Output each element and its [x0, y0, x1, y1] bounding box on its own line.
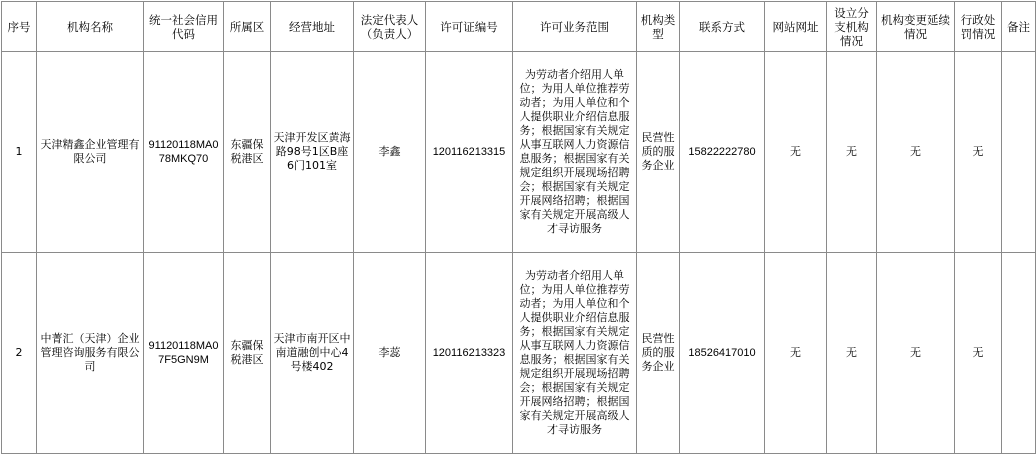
cell-legal-rep: 李鑫: [354, 52, 426, 253]
header-index: 序号: [2, 2, 37, 52]
cell-remarks: [1002, 253, 1036, 454]
cell-penalties: 无: [955, 52, 1002, 253]
cell-contact: 18526417010: [680, 253, 765, 454]
cell-changes: 无: [877, 253, 955, 454]
header-changes: 机构变更延续情况: [877, 2, 955, 52]
license-registry-table: [1, 1, 1036, 454]
cell-org-type: 民营性质的服务企业: [637, 52, 680, 253]
cell-district: 东疆保税港区: [224, 253, 271, 454]
table-row: [2, 253, 1036, 454]
cell-org-type: 民营性质的服务企业: [637, 253, 680, 454]
cell-credit-code: 91120118MA07F5GN9M: [144, 253, 224, 454]
table-header-row: [2, 2, 1036, 52]
cell-legal-rep: 李蕊: [354, 253, 426, 454]
header-branches: 设立分支机构情况: [827, 2, 877, 52]
cell-branches: 无: [827, 253, 877, 454]
header-license-no: 许可证编号: [426, 2, 513, 52]
table-row: [2, 52, 1036, 253]
cell-org-name: 天津精鑫企业管理有限公司: [37, 52, 144, 253]
header-legal-rep: 法定代表人（负责人）: [354, 2, 426, 52]
header-org-type: 机构类型: [637, 2, 680, 52]
cell-credit-code: 91120118MA078MKQ70: [144, 52, 224, 253]
header-address: 经营地址: [271, 2, 354, 52]
header-contact: 联系方式: [680, 2, 765, 52]
cell-district: 东疆保税港区: [224, 52, 271, 253]
cell-scope: 为劳动者介绍用人单位；为用人单位推荐劳动者；为用人单位和个人提供职业介绍信息服务；根据国家有关规定从事互联网人力资源信息服务；根据国家有关规定组织开展现场招聘会；根据国家有关规定开展网络招聘；根据国家有关规定开展高级人才寻访服务: [513, 253, 637, 454]
cell-website: 无: [765, 52, 827, 253]
cell-branches: 无: [827, 52, 877, 253]
cell-address: 天津开发区黄海路98号1区B座6门101室: [271, 52, 354, 253]
cell-index: 1: [2, 52, 37, 253]
cell-penalties: 无: [955, 253, 1002, 454]
header-remarks: 备注: [1002, 2, 1036, 52]
cell-scope: 为劳动者介绍用人单位；为用人单位推荐劳动者；为用人单位和个人提供职业介绍信息服务；根据国家有关规定从事互联网人力资源信息服务；根据国家有关规定组织开展现场招聘会；根据国家有关规定开展网络招聘；根据国家有关规定开展高级人才寻访服务: [513, 52, 637, 253]
cell-address: 天津市南开区中南道融创中心4号楼402: [271, 253, 354, 454]
header-scope: 许可业务范围: [513, 2, 637, 52]
cell-org-name: 中菁汇（天津）企业管理咨询服务有限公司: [37, 253, 144, 454]
header-org-name: 机构名称: [37, 2, 144, 52]
cell-website: 无: [765, 253, 827, 454]
cell-remarks: [1002, 52, 1036, 253]
cell-license-no: 120116213323: [426, 253, 513, 454]
cell-license-no: 120116213315: [426, 52, 513, 253]
header-district: 所属区: [224, 2, 271, 52]
cell-changes: 无: [877, 52, 955, 253]
cell-index: 2: [2, 253, 37, 454]
cell-contact: 15822222780: [680, 52, 765, 253]
header-penalties: 行政处罚情况: [955, 2, 1002, 52]
header-website: 网站网址: [765, 2, 827, 52]
header-credit-code: 统一社会信用代码: [144, 2, 224, 52]
